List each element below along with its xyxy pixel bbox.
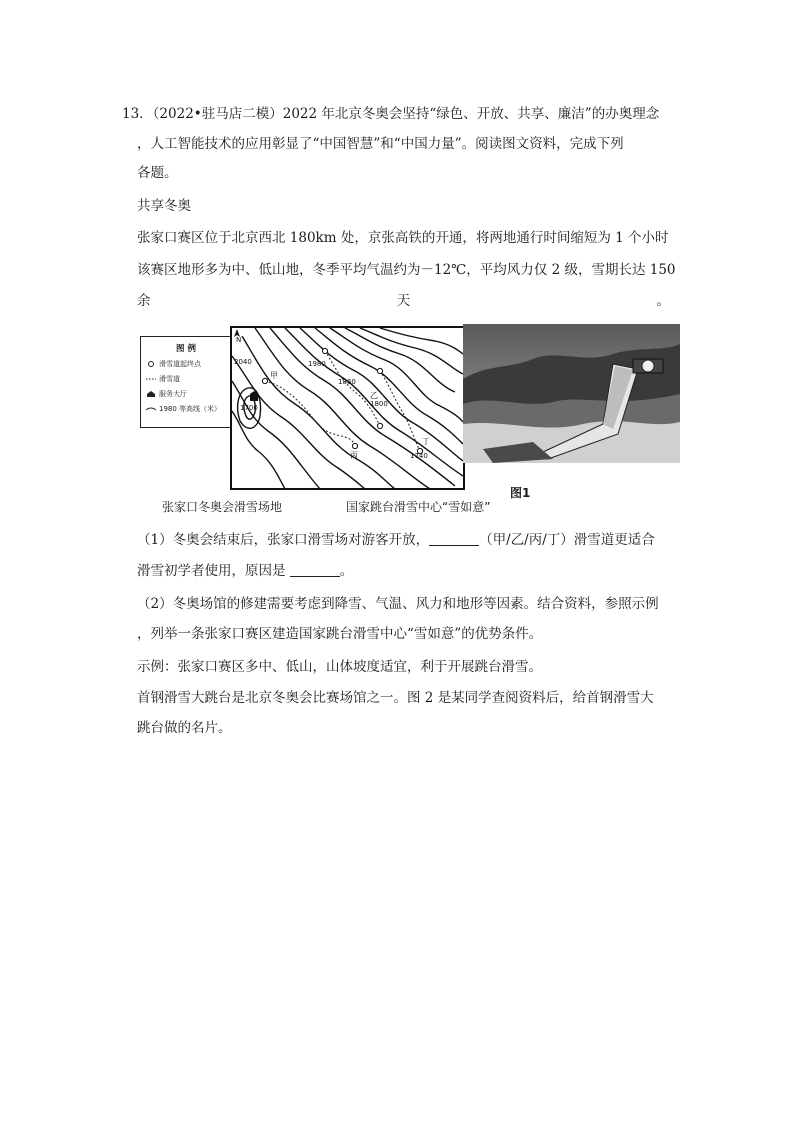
sub-question-1-text-b: （甲/乙/丙/丁）滑雪道更适合 [479,532,655,548]
paragraph-line-3-end: 。 [656,293,670,309]
paragraph-line-3-start: 余 [137,293,151,309]
run-label-bing: 丙 [350,451,358,460]
house-icon [146,390,156,398]
legend-label: 服务大厅 [159,390,187,398]
contour-line-icon [146,405,156,413]
elevation-label: 1980 [308,360,326,368]
sub-question-1-text-d: 。 [339,563,354,579]
map-legend [140,336,232,428]
legend-label: 滑雪道 [159,375,180,383]
run-label-yi: 乙 [370,391,378,400]
legend-item-start-point [146,359,231,369]
legend-item-service-hall [146,389,231,399]
elevation-label: 1700 [240,404,258,412]
elevation-label: 2040 [234,358,252,366]
section-heading: 共享冬奥 [137,198,191,214]
ski-jump-photo [463,324,680,463]
legend-item-contour [146,404,231,414]
elevation-label: 1740 [410,452,428,460]
question-line-1: 13．（2022•驻马店二模）2022 年北京冬奥会坚持“绿色、开放、共享、廉洁”的办奥理念 [122,106,660,122]
example-text: 示例：张家口赛区多中、低山，山体坡度适宜，利于开展跳台滑雪。 [137,659,542,675]
figure-1 [140,322,680,492]
closing-line-2: 跳台做的名片。 [137,720,232,736]
elevation-label: 1800 [370,400,388,408]
paragraph-line-3-mid: 天 [396,293,411,309]
sub-question-2-line-2: ，列举一条张家口赛区建造国家跳台滑雪中心“雪如意”的优势条件。 [137,626,543,642]
closing-line-1: 首钢滑雪大跳台是北京冬奥会比赛场馆之一。图 2 是某同学查阅资料后，给首钢滑雪大 [137,690,654,706]
sub-question-1-text-a: （1）冬奥会结束后，张家口滑雪场对游客开放， [137,532,430,548]
elevation-label: 1860 [338,378,356,386]
legend-item-ski-run [146,374,231,384]
paragraph-line-2: 该赛区地形多为中、低山地，冬季平均气温约为－12℃，平均风力仅 2 级，雪期长达 150 [137,262,676,278]
legend-label: 1980 等高线（米） [159,405,222,413]
paragraph-line-3 [137,291,670,311]
run-label-ding: 丁 [422,437,430,446]
question-line-2: ，人工智能技术的应用彰显了“中国智慧”和“中国力量”。阅读图文资料，完成下列 [137,136,624,152]
contour-map [230,326,465,490]
sub-question-2-line-1: （2）冬奥场馆的修建需要考虑到降雪、气温、风力和地形等因素。结合资料，参照示例 [137,596,659,612]
sub-question-1-line-2 [137,561,353,581]
answer-blank-run[interactable] [429,531,479,546]
run-label-jia: 甲 [270,371,278,380]
sub-question-1-text-c: 滑雪初学者使用，原因是 [137,563,290,579]
circle-icon [146,360,156,368]
paragraph-line-1: 张家口赛区位于北京西北 180km 处，京张高铁的开通，将两地通行时间缩短为 1 个小时 [137,230,669,246]
north-arrow-label: N [236,336,242,344]
answer-blank-reason[interactable] [290,562,340,577]
figure-label: 图1 [510,486,531,500]
legend-title: 图 例 [176,344,196,354]
sub-question-1-line-1 [137,530,655,550]
caption-ski-venue: 张家口冬奥会滑雪场地 [162,500,283,514]
question-line-3: 各题。 [137,165,178,181]
legend-label: 滑雪道起终点 [159,360,201,368]
caption-ski-jump: 国家跳台滑雪中心“雪如意” [346,500,491,514]
dotted-line-icon [146,375,156,383]
